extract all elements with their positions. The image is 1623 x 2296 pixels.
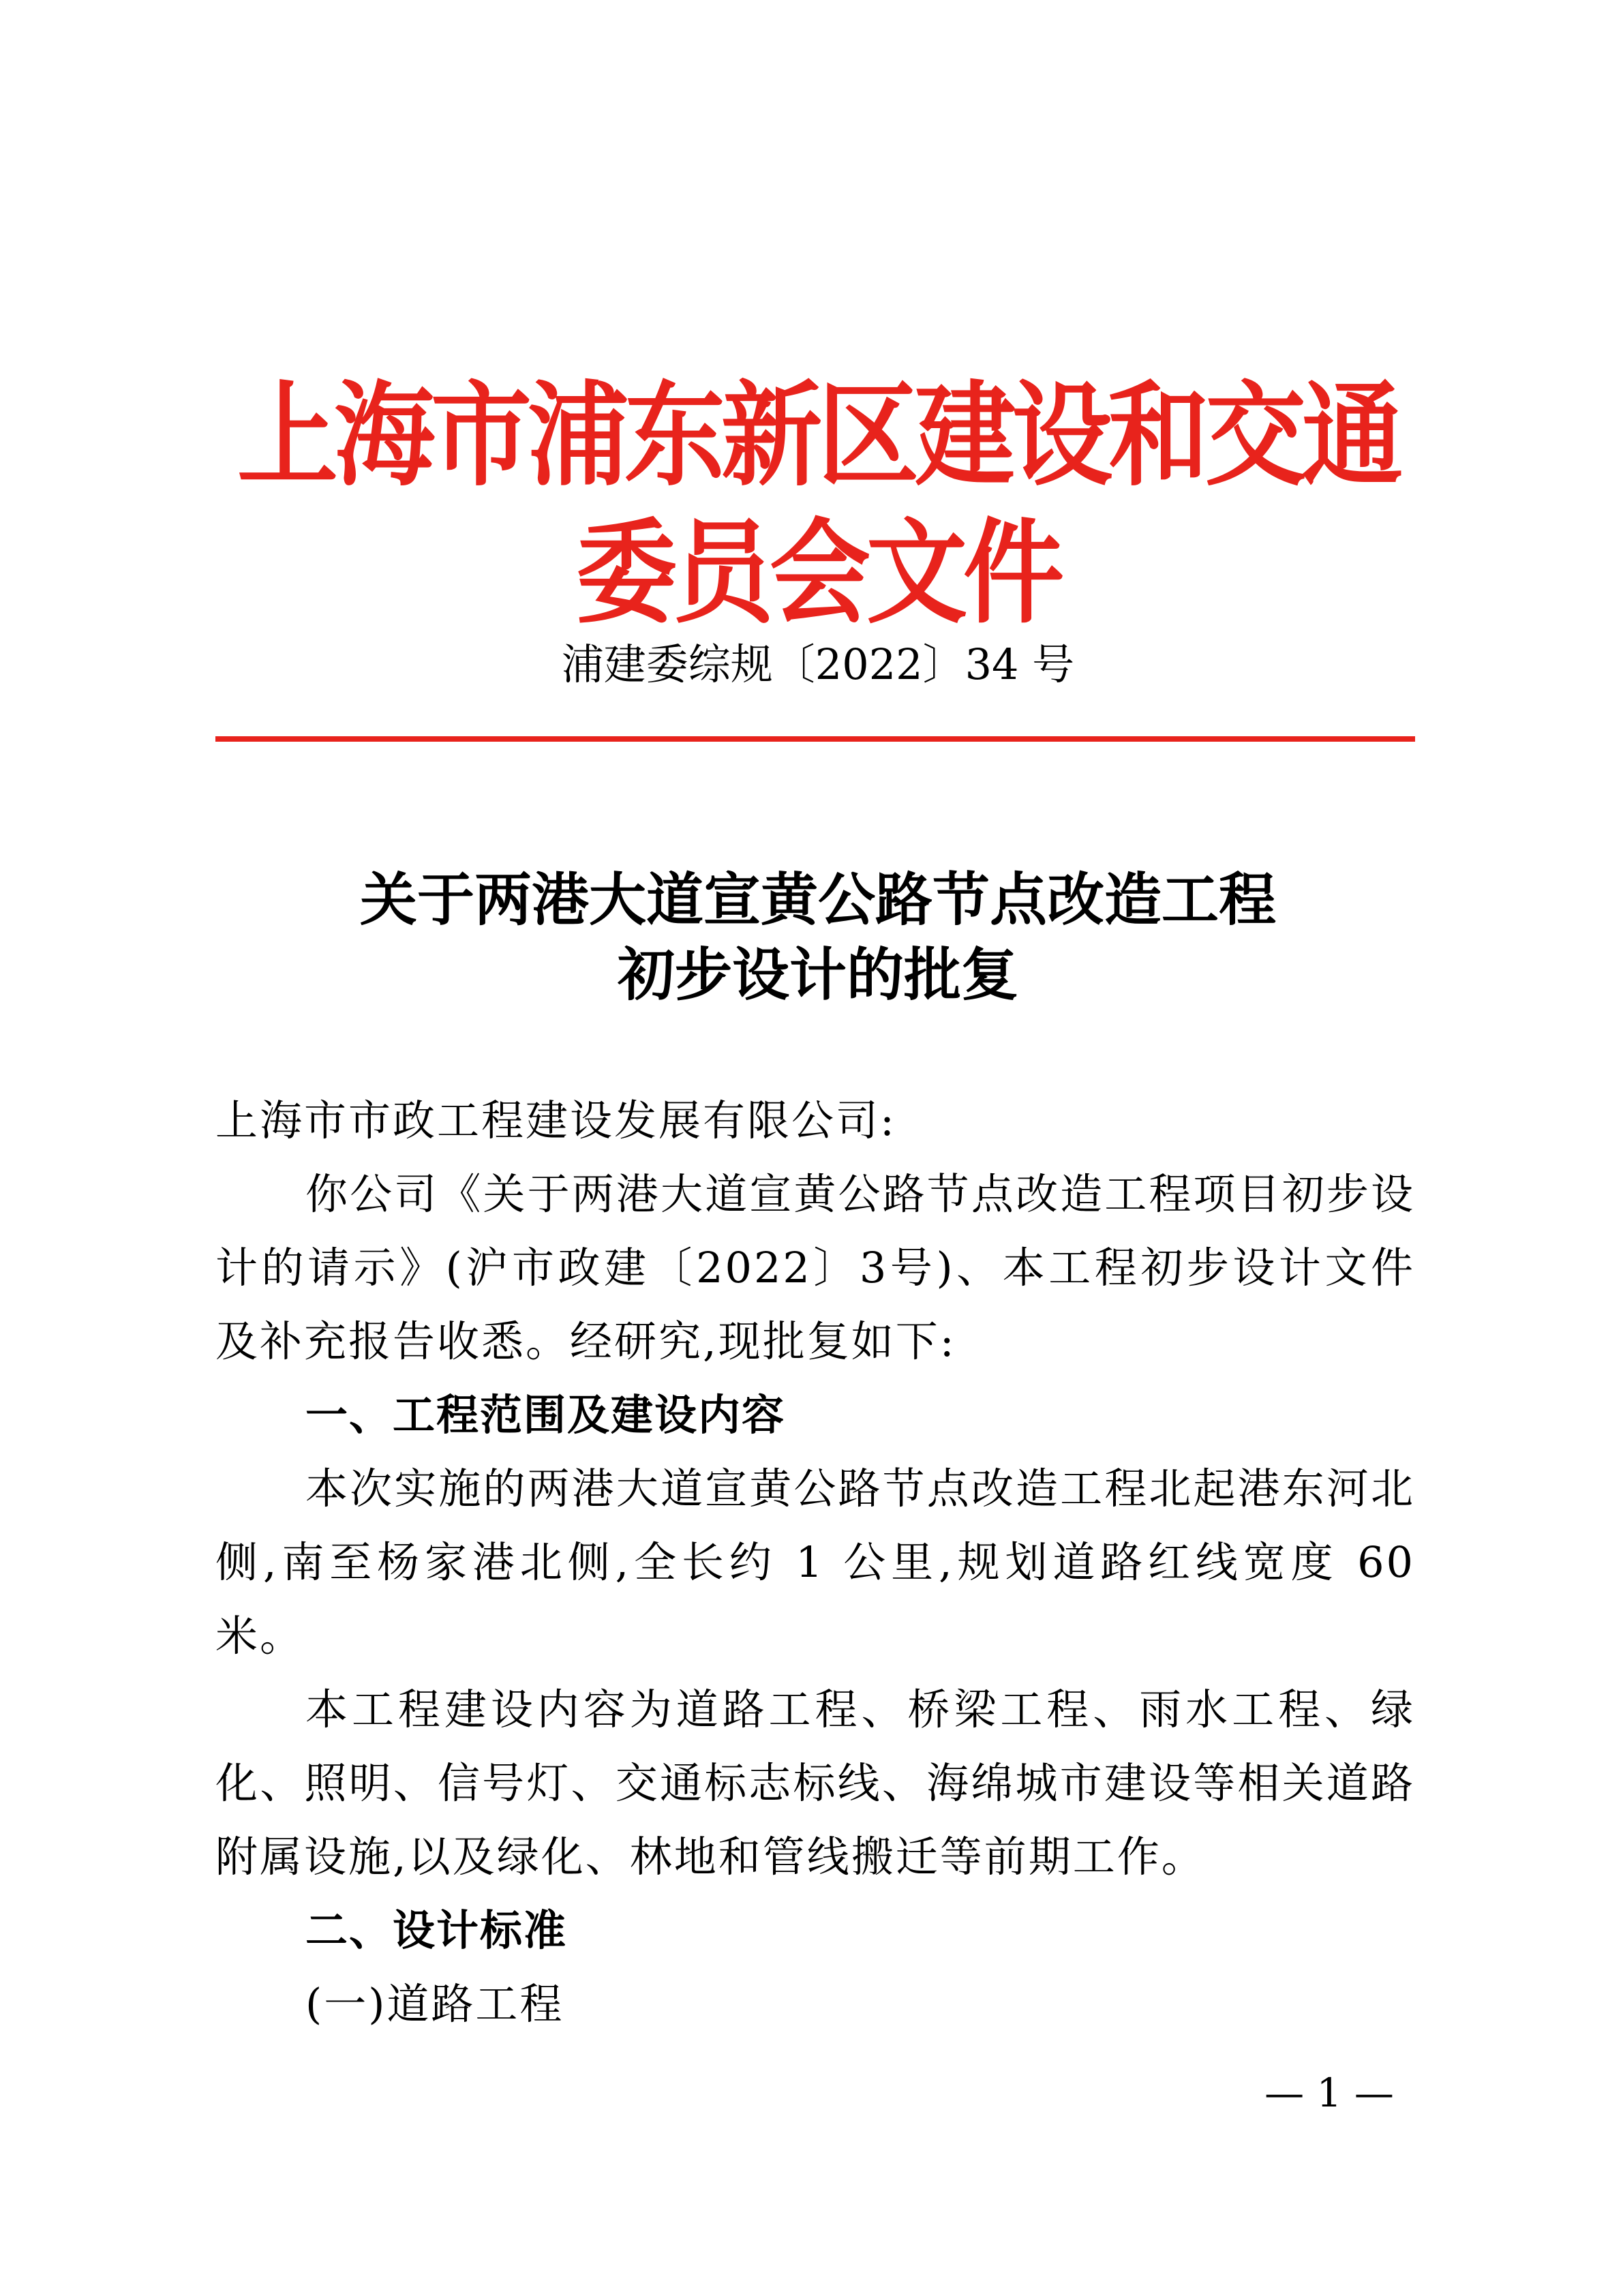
page-number: — 1 — bbox=[1264, 2070, 1394, 2116]
red-divider bbox=[215, 736, 1415, 742]
subject-line-1: 关于两港大道宣黄公路节点改造工程 bbox=[359, 866, 1276, 933]
intro-paragraph: 你公司《关于两港大道宣黄公路节点改造工程项目初步设计的请示》(沪市政建〔2022〕3号)、本工程初步设计文件及补充报告收悉。经研究,现批复如下: bbox=[215, 1169, 1415, 1366]
document-body bbox=[215, 1084, 1415, 2041]
document-number: 浦建委综规〔2022〕34 号 bbox=[561, 639, 1075, 689]
section-2-subheading-1: (一)道路工程 bbox=[305, 1979, 564, 2029]
section-1-heading: 一、工程范围及建设内容 bbox=[305, 1390, 786, 1440]
section-1-paragraph-2: 本工程建设内容为道路工程、桥梁工程、雨水工程、绿化、照明、信号灯、交通标志标线、海绵城市建设等相关道路附属设施,以及绿化、林地和管线搬迁等前期工作。 bbox=[215, 1685, 1415, 1882]
addressee: 上海市市政工程建设发展有限公司: bbox=[215, 1096, 896, 1145]
subject-title bbox=[204, 862, 1431, 1012]
issuer-title: 上海市浦东新区建设和交通委员会文件 bbox=[237, 369, 1399, 639]
section-2-heading: 二、设计标准 bbox=[305, 1905, 568, 1955]
section-1-paragraph-1: 本次实施的两港大道宣黄公路节点改造工程北起港东河北侧,南至杨家港北侧,全长约 1 公里,规划道路红线宽度 60 米。 bbox=[215, 1464, 1415, 1661]
subject-line-2: 初步设计的批复 bbox=[617, 941, 1018, 1008]
